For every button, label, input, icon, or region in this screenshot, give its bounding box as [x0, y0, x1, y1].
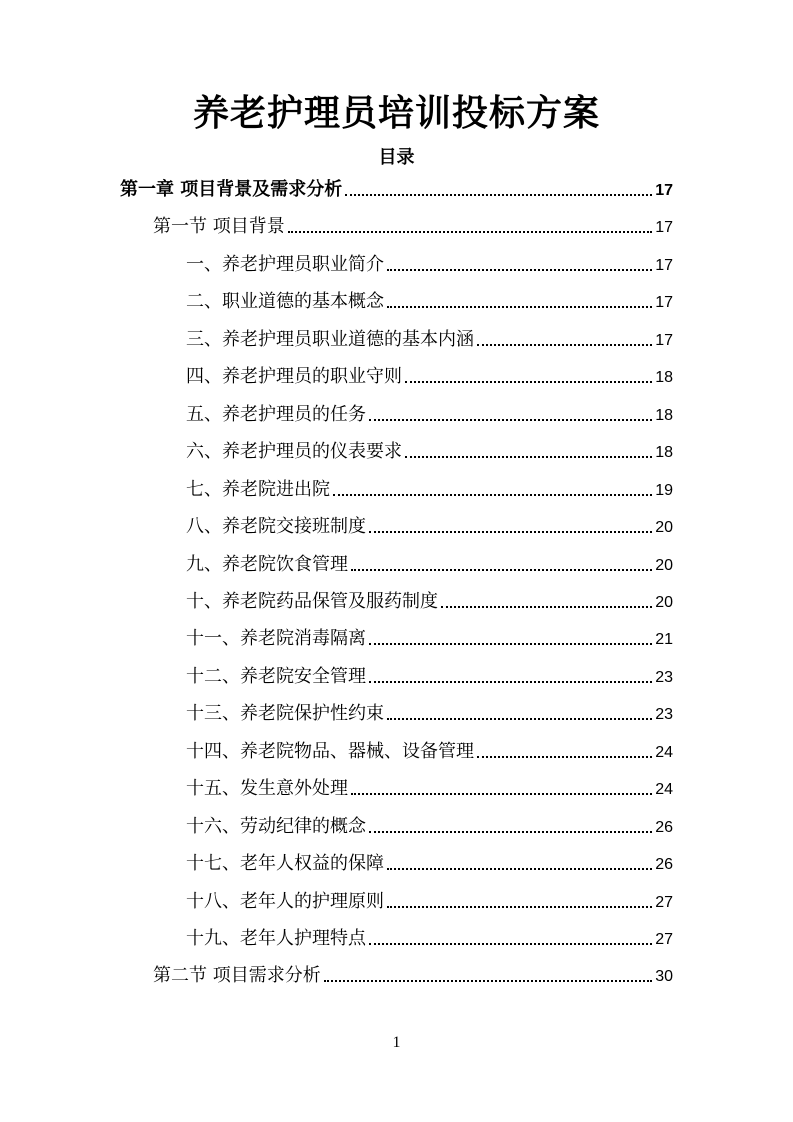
toc-entry-title: 十九、老年人护理特点 [186, 928, 366, 949]
toc-entry[interactable] [186, 362, 673, 392]
toc-dot-leader [369, 531, 652, 533]
toc-entry-page: 17 [655, 219, 673, 236]
toc-entry-page: 27 [655, 931, 673, 948]
toc-entry[interactable] [186, 287, 673, 317]
toc-entry[interactable] [186, 774, 673, 804]
toc-entry[interactable] [186, 737, 673, 767]
toc-dot-leader [351, 569, 652, 571]
toc-entry-title: 七、养老院进出院 [186, 479, 330, 500]
toc-entry-page: 30 [655, 968, 673, 985]
toc-entry-title: 五、养老护理员的任务 [186, 404, 366, 425]
toc-entry-page: 23 [655, 669, 673, 686]
toc-entry[interactable] [186, 437, 673, 467]
toc-entry-page: 17 [655, 294, 673, 311]
toc-entry[interactable] [186, 624, 673, 654]
toc-entry[interactable] [186, 849, 673, 879]
toc-entry[interactable] [186, 550, 673, 580]
toc-heading: 目录 [378, 147, 415, 168]
toc-entry-page: 20 [655, 594, 673, 611]
toc-dot-leader [387, 868, 652, 870]
toc-entry-title: 第一章 项目背景及需求分析 [120, 179, 343, 200]
toc-entry[interactable] [186, 924, 673, 954]
toc-entry[interactable] [153, 212, 673, 242]
toc-entry-title: 十、养老院药品保管及服药制度 [186, 591, 438, 612]
toc-entry-page: 26 [655, 856, 673, 873]
toc-entry-title: 一、养老护理员职业简介 [186, 254, 384, 275]
toc-entry[interactable] [186, 699, 673, 729]
toc-entry[interactable] [186, 662, 673, 692]
toc-dot-leader [333, 494, 652, 496]
toc-entry[interactable] [186, 400, 673, 430]
toc-entry[interactable] [186, 587, 673, 617]
toc-entry-page: 17 [655, 182, 673, 199]
toc-entry-title: 十四、养老院物品、器械、设备管理 [186, 741, 474, 762]
toc-entry[interactable] [186, 887, 673, 917]
toc-entry-page: 18 [655, 369, 673, 386]
toc-entry-page: 21 [655, 631, 673, 648]
toc-entry-page: 17 [655, 332, 673, 349]
toc-dot-leader [369, 943, 652, 945]
toc-entry-title: 九、养老院饮食管理 [186, 554, 348, 575]
toc-dot-leader [387, 906, 652, 908]
toc-dot-leader [288, 231, 652, 233]
toc-entry-title: 三、养老护理员职业道德的基本内涵 [186, 329, 474, 350]
toc-entry[interactable] [186, 325, 673, 355]
toc-entry-title: 十二、养老院安全管理 [186, 666, 366, 687]
toc-dot-leader [369, 643, 652, 645]
toc-entry-page: 20 [655, 519, 673, 536]
toc-entry-page: 24 [655, 781, 673, 798]
toc-entry-title: 十三、养老院保护性约束 [186, 703, 384, 724]
toc-entry-title: 四、养老护理员的职业守则 [186, 366, 402, 387]
toc-entry-title: 二、职业道德的基本概念 [186, 291, 384, 312]
toc-dot-leader [324, 980, 652, 982]
toc-entry-title: 十七、老年人权益的保障 [186, 853, 384, 874]
toc-entry-title: 十六、劳动纪律的概念 [186, 816, 366, 837]
toc-entry-title: 十五、发生意外处理 [186, 778, 348, 799]
toc-dot-leader [369, 419, 652, 421]
toc-dot-leader [387, 306, 652, 308]
toc-entry[interactable] [153, 961, 673, 991]
toc-entry-page: 24 [655, 744, 673, 761]
toc-entry[interactable] [120, 175, 673, 205]
toc-entry[interactable] [186, 512, 673, 542]
toc-entry-page: 27 [655, 894, 673, 911]
toc-dot-leader [405, 381, 652, 383]
toc-dot-leader [441, 606, 652, 608]
toc-entry[interactable] [186, 812, 673, 842]
toc-dot-leader [345, 194, 652, 196]
toc-entry-title: 十八、老年人的护理原则 [186, 891, 384, 912]
toc-dot-leader [387, 269, 652, 271]
toc-entry-title: 第二节 项目需求分析 [153, 965, 321, 986]
toc-dot-leader [405, 456, 652, 458]
toc-dot-leader [369, 681, 652, 683]
toc-dot-leader [387, 718, 652, 720]
toc-entry-page: 20 [655, 557, 673, 574]
toc-entry-title: 六、养老护理员的仪表要求 [186, 441, 402, 462]
toc-entry-title: 八、养老院交接班制度 [186, 516, 366, 537]
toc-entry-page: 17 [655, 257, 673, 274]
toc-entry[interactable] [186, 250, 673, 280]
toc-entry-title: 十一、养老院消毒隔离 [186, 628, 366, 649]
toc-entry[interactable] [186, 475, 673, 505]
document-title: 养老护理员培训投标方案 [192, 92, 600, 134]
toc-entry-page: 23 [655, 706, 673, 723]
toc-entry-page: 18 [655, 407, 673, 424]
toc-entry-page: 19 [655, 482, 673, 499]
toc-entry-page: 26 [655, 819, 673, 836]
page-number: 1 [392, 1034, 401, 1051]
toc-dot-leader [477, 344, 652, 346]
toc-dot-leader [351, 793, 652, 795]
toc-entry-title: 第一节 项目背景 [153, 216, 285, 237]
toc-dot-leader [477, 756, 652, 758]
toc-dot-leader [369, 831, 652, 833]
toc-entry-page: 18 [655, 444, 673, 461]
